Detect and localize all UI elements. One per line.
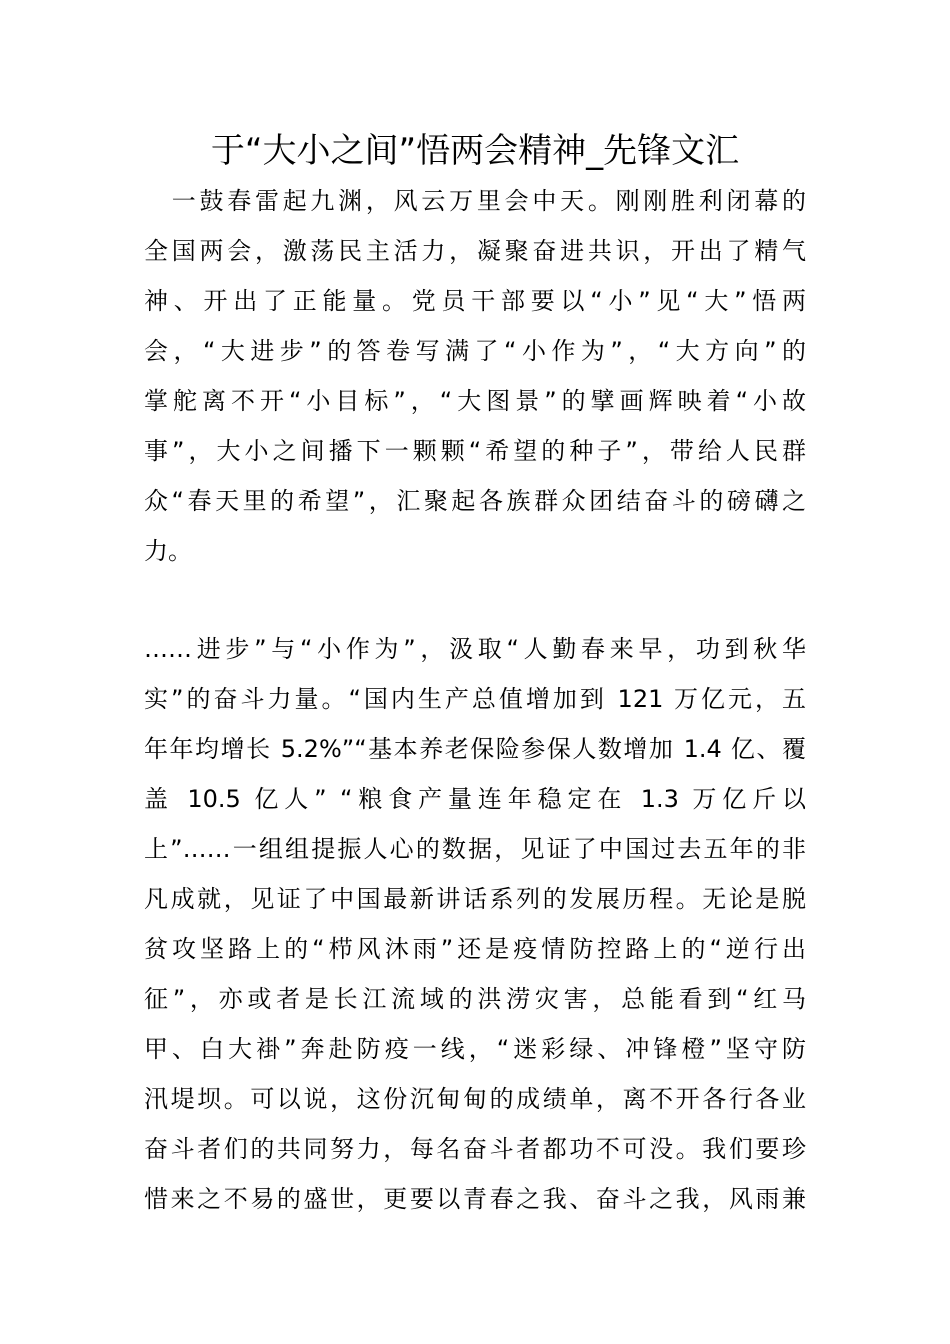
text-line: 神、开出了正能量。党员干部要以“小”见“大”悟两	[144, 287, 806, 315]
text-line: 上”……一组组提振人心的数据，见证了中国过去五年的非	[144, 835, 806, 863]
text-line: 实”的奋斗力量。“国内生产总值增加到 121 万亿元，五	[144, 685, 806, 713]
text-line: 甲、白大褂”奔赴防疫一线，“迷彩绿、冲锋橙”坚守防	[144, 1035, 806, 1063]
text-line: 事”，大小之间播下一颗颗“希望的种子”，带给人民群	[144, 437, 806, 465]
text-line: 汛堤坝。可以说，这份沉甸甸的成绩单，离不开各行各业	[144, 1085, 806, 1113]
text-line: 奋斗者们的共同努力，每名奋斗者都功不可没。我们要珍	[144, 1135, 806, 1163]
document-title: 于“大小之间”悟两会精神_先锋文汇	[210, 131, 740, 171]
text-line: 征”，亦或者是长江流域的洪涝灾害，总能看到“红马	[144, 985, 806, 1013]
text-line: 会，“大进步”的答卷写满了“小作为”，“大方向”的	[144, 337, 806, 365]
text-line: 年年均增长 5.2%”“基本养老保险参保人数增加 1.4 亿、覆	[144, 735, 806, 763]
text-line: 惜来之不易的盛世，更要以青春之我、奋斗之我，风雨兼	[144, 1185, 806, 1213]
text-line: 盖 10.5 亿人” “粮食产量连年稳定在 1.3 万亿斤以	[144, 785, 806, 813]
text-line: 掌舵离不开“小目标”，“大图景”的擘画辉映着“小故	[144, 387, 806, 415]
text-line: 力。	[144, 537, 192, 565]
paragraph-2	[144, 624, 806, 1224]
text-line: 众“春天里的希望”，汇聚起各族群众团结奋斗的磅礴之	[144, 487, 806, 515]
paragraph-1	[144, 176, 806, 576]
text-line: 凡成就，见证了中国最新讲话系列的发展历程。无论是脱	[144, 885, 806, 913]
text-line: 一鼓春雷起九渊，风云万里会中天。刚刚胜利闭幕的	[144, 187, 806, 215]
text-line: 全国两会，激荡民主活力，凝聚奋进共识，开出了精气	[144, 237, 806, 265]
text-line: ……进步”与“小作为”，汲取“人勤春来早，功到秋华	[144, 635, 806, 663]
text-line: 贫攻坚路上的“栉风沐雨”还是疫情防控路上的“逆行出	[144, 935, 806, 963]
